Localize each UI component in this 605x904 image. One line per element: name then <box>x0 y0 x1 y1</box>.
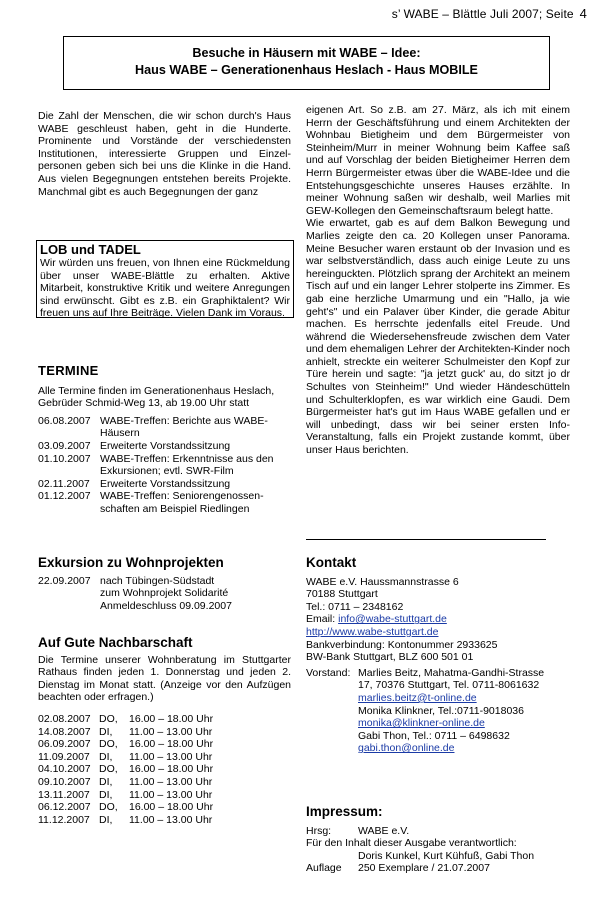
exkursion-line-2: zum Wohnprojekt Solidarité <box>100 587 229 600</box>
header-text: s’ WABE – Blättle Juli 2007; Seite <box>391 7 574 21</box>
termine-entry: 01.12.2007 WABE-Treffen: Seniorengenossen-schaften am Beispiel Riedlingen <box>38 490 264 515</box>
termine-entry: 06.08.2007 WABE-Treffen: Berichte aus WABE-Häusern <box>38 414 268 440</box>
kontakt-org: WABE e.V. Haussmannstrasse 6 <box>306 575 459 588</box>
hrsg-value: WABE e.V. <box>358 824 410 837</box>
termine-entry: 03.09.2007 Erweiterte Vorstandssitzung <box>38 439 231 452</box>
website-link[interactable]: http://www.wabe-stuttgart.de <box>306 625 439 638</box>
story-part-2: Wie erwartet, gab es auf dem Balkon Bewegung und Marlies zeigte den ca. 20 Kollegen unser Panorama. Meine Besucher waren erstaunt ob der Invasion und es war selbstverständlich, dass auch einige Leute zu uns hereinguckten. Plötzlich sprang der Architekt an meinem Tisch auf und ein langer Lehrer stolperte ins Zimmer. Es gab eine herzliche Umarmung und ein "Hallo, ja wie geht's" und ein Palaver über Kinder, die gerade Abitur machen. Es herrschte jedenfalls eitel Freude. Und während die Wiedersehensfreude zwischen dem Vater und dem ehemaligen Lehrer der Architekten-Kinder noch anhielt, streckte ein weiterer Schulmeister den Kopf zur Türe herein und sagte: "ja jetzt guck' au, do sitzt jo dr Schultes von Steinheim!" Und wieder Händeschütteln und Schulterklopfen, es war wirklich eine Gaudi. Dem Bürgermeister hat's gut im Haus WABE gefallen und er will unbedingt, dass wir bei seiner ersten Info-Veranstaltung, falls ein Projekt zustande kommt, über unser Haus berichten. <box>306 217 570 457</box>
list-item: 04.10.2007 DO, 16.00 – 18.00 Uhr <box>38 763 214 776</box>
hrsg-label: Hrsg: <box>306 824 332 837</box>
kontakt-section <box>306 557 570 755</box>
termine-title: TERMINE <box>38 363 99 378</box>
impressum-section <box>306 806 570 875</box>
story-paragraph <box>306 104 570 457</box>
vorstand-2-email-link[interactable]: monika@klinkner-online.de <box>358 717 485 730</box>
kontakt-bank-2: BW-Bank Stuttgart, BLZ 600 501 01 <box>306 651 474 664</box>
kontakt-tel: Tel.: 0711 – 2348162 <box>306 600 404 613</box>
nachbarschaft-list <box>38 713 291 826</box>
title-line-1: Besuche in Häusern mit WABE – Idee: <box>192 46 421 60</box>
email-link[interactable]: info@wabe-stuttgart.de <box>338 613 447 626</box>
termine-section <box>38 365 291 516</box>
exkursion-title: Exkursion zu Wohnprojekten <box>38 555 224 570</box>
title-box <box>63 36 550 90</box>
vorstand-3-email-link[interactable]: gabi.thon@online.de <box>358 742 455 755</box>
lob-text: Wir würden uns freuen, von Ihnen eine Rückmeldung über unser WABE-Blättle zu erhalten. Aktive Mitarbeit, konstruktive Kritik und weitere Anregungen sind erwünscht. Gibt es z.B. ein Graphiktalent? Wir freuen uns auf Ihre Beiträge. Vielen Dank im Voraus. <box>40 257 290 320</box>
kontakt-bank-1: Bankverbindung: Kontonummer 2933625 <box>306 638 498 651</box>
vorstand-1a: Marlies Beitz, Mahatma-Gandhi-Strasse <box>358 666 545 679</box>
vorstand-1b: 17, 70376 Stuttgart, Tel. 0711-8061632 <box>358 679 540 692</box>
list-item: 14.08.2007 DI, 11.00 – 13.00 Uhr <box>38 725 213 738</box>
impressum-names: Doris Kunkel, Kurt Kühfuß, Gabi Thon <box>358 849 535 862</box>
lob-tadel-box <box>36 240 294 318</box>
kontakt-city: 70188 Stuttgart <box>306 588 378 601</box>
list-item: 13.11.2007 DI, 11.00 – 13.00 Uhr <box>38 788 213 801</box>
list-item: 09.10.2007 DI, 11.00 – 13.00 Uhr <box>38 775 213 788</box>
auflage-value: 250 Exemplare / 21.07.2007 <box>358 862 490 875</box>
impressum-inhalt: Für den Inhalt dieser Ausgabe verantwortlich: <box>306 837 517 850</box>
impressum-title: Impressum: <box>306 804 383 819</box>
vorstand-3: Gabi Thon, Tel.: 0711 – 6498632 <box>358 729 510 742</box>
exkursion-line-1: nach Tübingen-Südstadt <box>100 574 215 587</box>
separator-line <box>306 539 546 540</box>
nachbarschaft-section <box>38 637 291 826</box>
lob-title: LOB und TADEL <box>40 242 141 257</box>
termine-intro: Alle Termine finden im Generationenhaus Heslach, Gebrüder Schmid-Weg 13, ab 19.00 Uhr statt <box>38 384 275 410</box>
intro-paragraph: Die Zahl der Menschen, die wir schon durch's Haus WABE geschleust haben, geht in die Hunderte. Prominente und Vorstände der verschiedensten Institutionen, interessierte Gruppen und Einzelpersonen geben sich bei uns die Klinke in die Hand. Aus vielen Begegnungen entstehen bereits Projekte. Manchmal gibt es auch Begegnungen der ganz <box>38 110 291 198</box>
nachbarschaft-intro: Die Termine unserer Wohnberatung im Stuttgarter Rathaus finden jeden 1. Donnerstag und jeden 2. Dienstag im Monat statt. (Anzeige vor den Aufzügen beachten oder erfragen.) <box>38 653 291 704</box>
page-header <box>392 8 587 21</box>
exkursion-date: 22.09.2007 <box>38 574 91 587</box>
list-item: 06.12.2007 DO, 16.00 – 18.00 Uhr <box>38 801 214 814</box>
vorstand-label: Vorstand: <box>306 666 351 679</box>
list-item: 06.09.2007 DO, 16.00 – 18.00 Uhr <box>38 738 214 751</box>
list-item: 11.12.2007 DI, 11.00 – 13.00 Uhr <box>38 813 213 826</box>
kontakt-email-label: Email: <box>306 613 336 626</box>
termine-entry: 01.10.2007 WABE-Treffen: Erkenntnisse aus den Exkursionen; evtl. SWR-Film <box>38 452 274 478</box>
list-item: 11.09.2007 DI, 11.00 – 13.00 Uhr <box>38 750 213 763</box>
list-item: 02.08.2007 DO, 16.00 – 18.00 Uhr <box>38 712 214 725</box>
kontakt-title: Kontakt <box>306 555 357 570</box>
vorstand-2: Monika Klinkner, Tel.:0711-9018036 <box>358 704 524 717</box>
story-part-1: eigenen Art. So z.B. am 27. März, als ich mit einem Herrn der Geschäftsführung und einem Architekten der Wohnbau Bietigheim und dem Bürgermeister von Steinheim/Murr in meiner Wohnung beim Kaffee saß und auf Vorschlag der beiden Bietigheimer Herren dem Herrn Bürgermeister etwas über die WABE-Idee und die Entstehungsgeschichte unseres Hauses erzählte. In meiner Wohnung saßen wir deshalb, weil Marlies mit GEW-Kollegen den Gemeinschaftsraum belegt hatte. <box>306 104 570 217</box>
page-number: 4 <box>579 6 587 21</box>
termine-list <box>38 415 291 516</box>
termine-entry: 02.11.2007 Erweiterte Vorstandssitzung <box>38 477 231 490</box>
exkursion-section <box>38 557 291 612</box>
exkursion-line-3: Anmeldeschluss 09.09.2007 <box>100 599 232 612</box>
vorstand-1-email-link[interactable]: marlies.beitz@t-online.de <box>358 691 477 704</box>
title-line-2: Haus WABE – Generationenhaus Heslach - Haus MOBILE <box>135 63 478 77</box>
auflage-label: Auflage <box>306 862 342 875</box>
vorstand-block <box>306 667 570 755</box>
nachbarschaft-title: Auf Gute Nachbarschaft <box>38 635 193 650</box>
